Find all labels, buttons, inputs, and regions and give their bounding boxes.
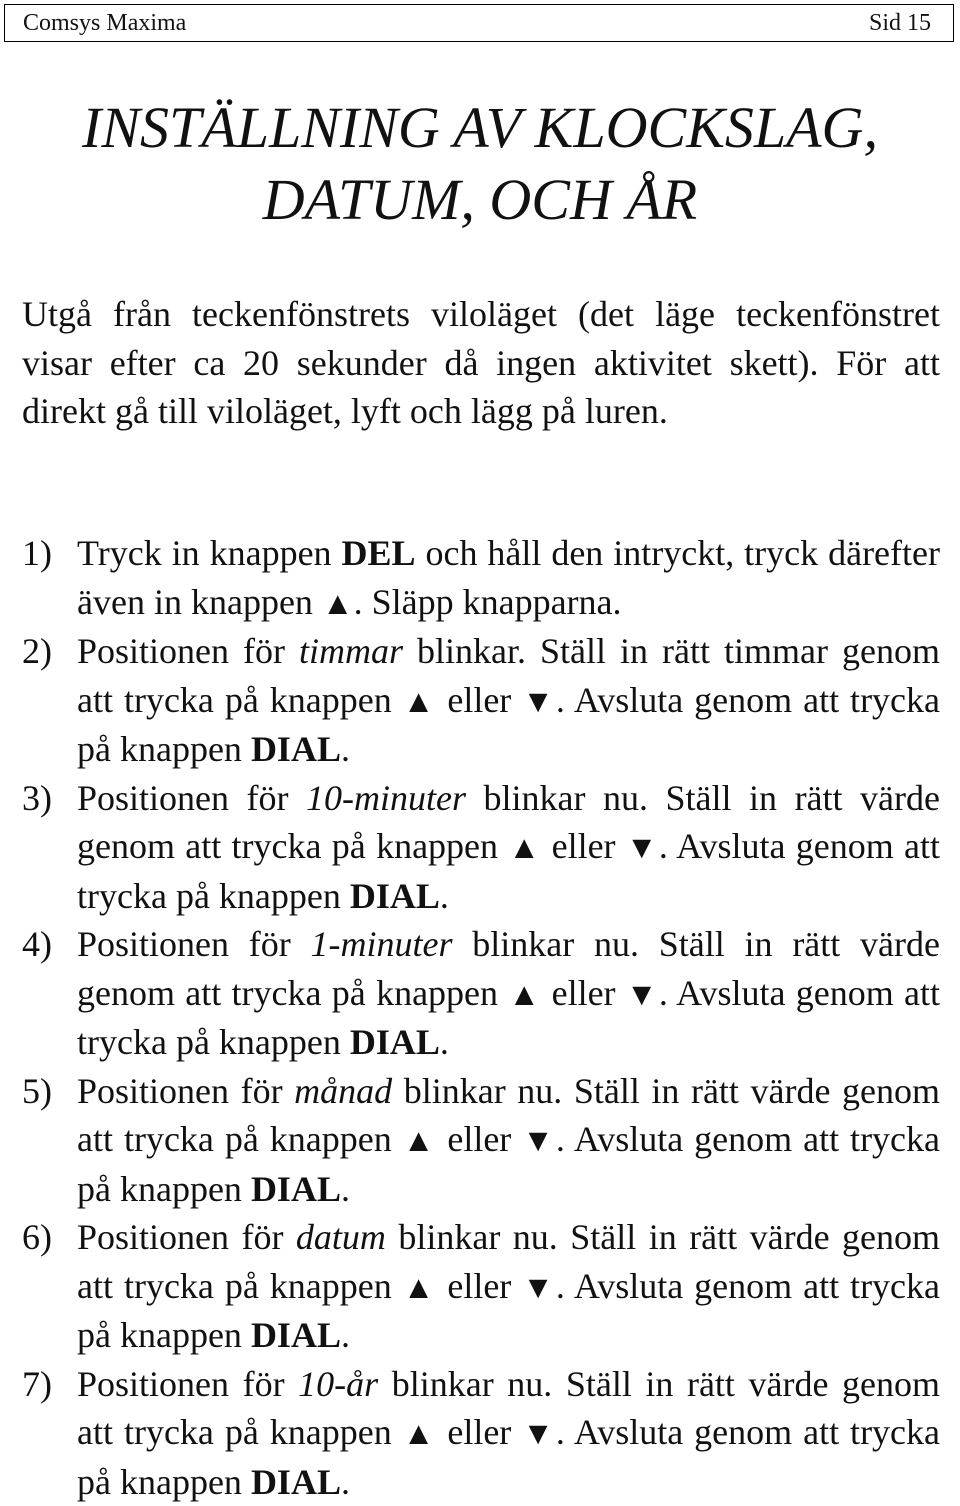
step-text: och håll den intryckt, tryck därefter även in knappen [77, 533, 940, 622]
up-arrow-icon: ▲ [508, 976, 541, 1012]
key-dial: DIAL [251, 729, 341, 769]
step-number: 7) [22, 1360, 52, 1409]
document-name: Comsys Maxima [23, 5, 186, 41]
step-5 [22, 1067, 940, 1214]
step-6 [22, 1213, 940, 1360]
key-dial: DIAL [350, 1022, 440, 1062]
field-name: 10-år [298, 1364, 378, 1404]
key-del: DEL [342, 533, 416, 573]
step-text: . [341, 1315, 350, 1355]
step-number: 1) [22, 529, 52, 578]
step-text: Positionen för [77, 1071, 294, 1111]
step-text: eller [541, 826, 626, 866]
page-header [4, 4, 954, 42]
step-text: Positionen för [77, 1364, 298, 1404]
down-arrow-icon: ▼ [522, 1122, 556, 1158]
step-4 [22, 920, 940, 1067]
step-text: . [341, 729, 350, 769]
down-arrow-icon: ▼ [522, 1269, 556, 1305]
intro-paragraph: Utgå från teckenfönstrets viloläget (det läge teckenfönstret visar efter ca 20 sekunder då ingen aktivitet skett). För att direkt gå till viloläget, lyft och lägg på luren. [22, 290, 940, 436]
up-arrow-icon: ▲ [322, 585, 354, 621]
step-number: 5) [22, 1067, 52, 1116]
step-text: blinkar. Ställ in rätt timmar genom att trycka på knappen [77, 631, 940, 720]
step-text: . Avsluta genom att trycka på knappen [77, 1412, 940, 1502]
step-text: . Avsluta genom att trycka på knappen [77, 973, 940, 1063]
step-text: Positionen för [77, 778, 306, 818]
step-text: eller [541, 973, 626, 1013]
field-name: 10-minuter [306, 778, 466, 818]
field-name: timmar [299, 631, 403, 671]
key-dial: DIAL [251, 1315, 341, 1355]
page-title [0, 92, 960, 236]
step-2 [22, 627, 940, 774]
up-arrow-icon: ▲ [403, 1122, 437, 1158]
step-text: . Avsluta genom att trycka på knappen [77, 1266, 940, 1356]
key-dial: DIAL [251, 1462, 341, 1502]
step-text: eller [436, 1266, 522, 1306]
step-text: eller [436, 1119, 522, 1159]
field-name: månad [294, 1071, 392, 1111]
step-text: . [440, 876, 449, 916]
down-arrow-icon: ▼ [522, 683, 556, 719]
step-text: . Avsluta genom att trycka på knappen [77, 1119, 940, 1209]
step-number: 6) [22, 1213, 52, 1262]
step-text: . Avsluta genom att trycka på knappen [77, 680, 940, 770]
step-text: blinkar nu. Ställ in rätt värde genom att trycka på knappen [77, 1071, 940, 1160]
step-7 [22, 1360, 940, 1506]
step-text: Positionen för [77, 631, 299, 671]
step-text: . [440, 1022, 449, 1062]
step-text: . [341, 1169, 350, 1209]
step-number: 3) [22, 774, 52, 823]
step-text: . Avsluta genom att trycka på knappen [77, 826, 940, 916]
key-dial: DIAL [251, 1169, 341, 1209]
step-text: . Släpp knapparna. [354, 582, 622, 622]
down-arrow-icon: ▼ [626, 829, 659, 865]
key-dial: DIAL [350, 876, 440, 916]
down-arrow-icon: ▼ [626, 976, 659, 1012]
instruction-steps [22, 529, 940, 1506]
step-text: Tryck in knappen [77, 533, 342, 573]
title-line-2: DATUM, OCH ÅR [263, 167, 697, 232]
step-text: Positionen för [77, 924, 311, 964]
up-arrow-icon: ▲ [403, 683, 437, 719]
title-line-1: INSTÄLLNING AV KLOCKSLAG, [82, 95, 878, 160]
field-name: datum [296, 1217, 386, 1257]
step-1 [22, 529, 940, 627]
step-text: Positionen för [77, 1217, 296, 1257]
step-3 [22, 774, 940, 921]
step-text: blinkar nu. Ställ in rätt värde genom att trycka på knappen [77, 1364, 940, 1453]
step-text: eller [436, 1412, 522, 1452]
step-number: 2) [22, 627, 52, 676]
step-text: blinkar nu. Ställ in rätt värde genom att trycka på knappen [77, 1217, 940, 1306]
step-text: . [341, 1462, 350, 1502]
step-number: 4) [22, 920, 52, 969]
step-text: blinkar nu. Ställ in rätt värde genom att trycka på knappen [77, 778, 940, 867]
field-name: 1-minuter [311, 924, 453, 964]
step-text: eller [436, 680, 522, 720]
step-text: blinkar nu. Ställ in rätt värde genom att trycka på knappen [77, 924, 940, 1013]
page-number: Sid 15 [869, 5, 931, 41]
down-arrow-icon: ▼ [522, 1415, 556, 1451]
up-arrow-icon: ▲ [403, 1269, 437, 1305]
up-arrow-icon: ▲ [403, 1415, 437, 1451]
up-arrow-icon: ▲ [508, 829, 541, 865]
